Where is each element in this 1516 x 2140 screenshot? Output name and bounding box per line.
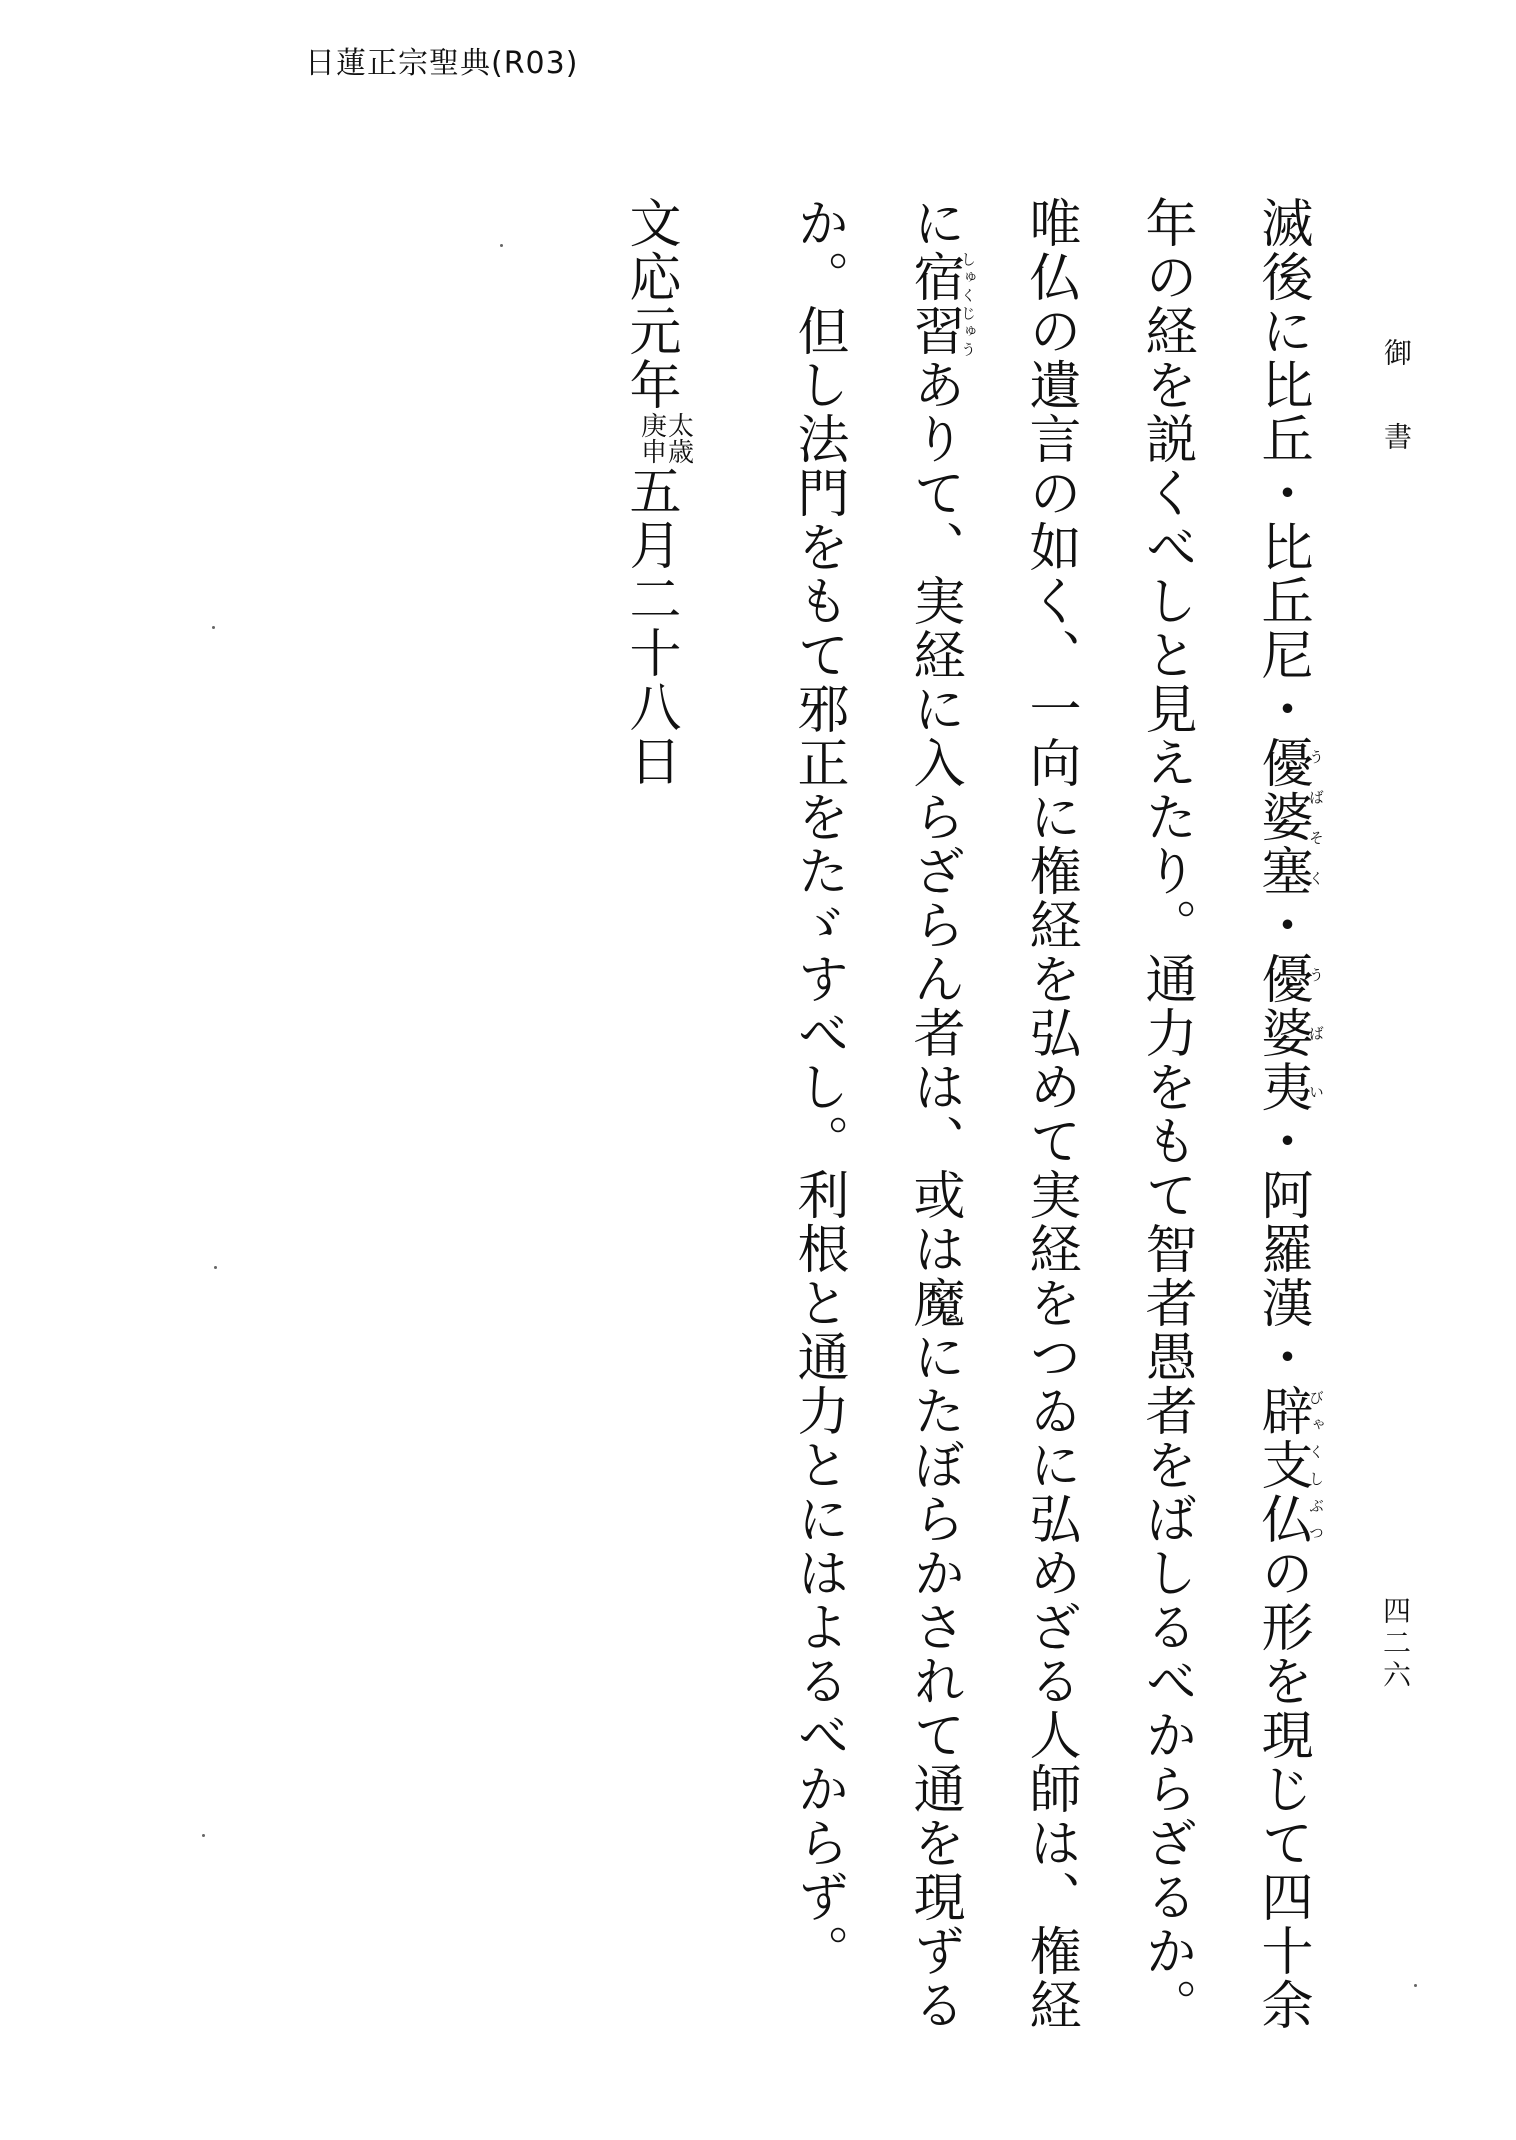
text-segment: ・ — [1252, 898, 1312, 952]
text-segment: の形を現じて四十余年の経を説くべしと見えたり。通力をもて智者愚者をばしるべからざるか。唯仏の遺言の如く、一向に権経を弘めて実経をつゐに弘めざる人師は、権経に — [904, 196, 1312, 2032]
ruby-base: 優婆夷 — [1252, 952, 1312, 1114]
ruby-base: 辟支仏 — [1252, 1384, 1312, 1546]
scan-speck — [1414, 1984, 1417, 1987]
scan-speck — [500, 244, 503, 247]
ruby-reading: しゅくじゅう — [959, 250, 977, 358]
ruby-word — [904, 250, 977, 358]
inline-note — [638, 412, 692, 464]
date-text: 五月二十八日 — [620, 464, 680, 788]
ruby-reading: うばい — [1307, 952, 1325, 1114]
text-segment: ・阿羅漢・ — [1252, 1114, 1312, 1384]
ruby-base: 優婆塞 — [1252, 736, 1312, 898]
main-paragraph — [760, 196, 1340, 2076]
page-number: 四二六 — [1379, 1596, 1412, 1692]
running-header: 御書 — [1380, 338, 1413, 506]
ruby-word — [1252, 736, 1325, 898]
ruby-reading: うばそく — [1307, 736, 1325, 898]
ruby-word — [1252, 952, 1325, 1114]
scan-speck — [214, 1266, 217, 1269]
date-text: 文応元年 — [620, 196, 680, 412]
inline-note-right: 太歳 — [663, 412, 694, 464]
place-line — [0, 196, 592, 2076]
inline-note-left: 庚申 — [636, 412, 667, 464]
scan-speck — [202, 1834, 205, 1837]
text-segment: ありて、実経に入らざらん者は、或は魔にたぼらかされて通を現ずるか。但し法門をもて邪正をたゞすべし。利根と通力とにはよるべからず。 — [788, 196, 964, 2032]
ruby-base: 宿習 — [904, 250, 964, 358]
ruby-word — [1252, 1384, 1325, 1546]
ruby-reading: びゃくしぶつ — [1307, 1384, 1325, 1546]
document-title: 日蓮正宗聖典(R03) — [305, 46, 579, 81]
date-line — [592, 196, 760, 2076]
text-segment: 滅後に比丘・比丘尼・ — [1252, 196, 1312, 736]
vertical-text-body — [260, 196, 1340, 2076]
scan-speck — [212, 626, 215, 629]
